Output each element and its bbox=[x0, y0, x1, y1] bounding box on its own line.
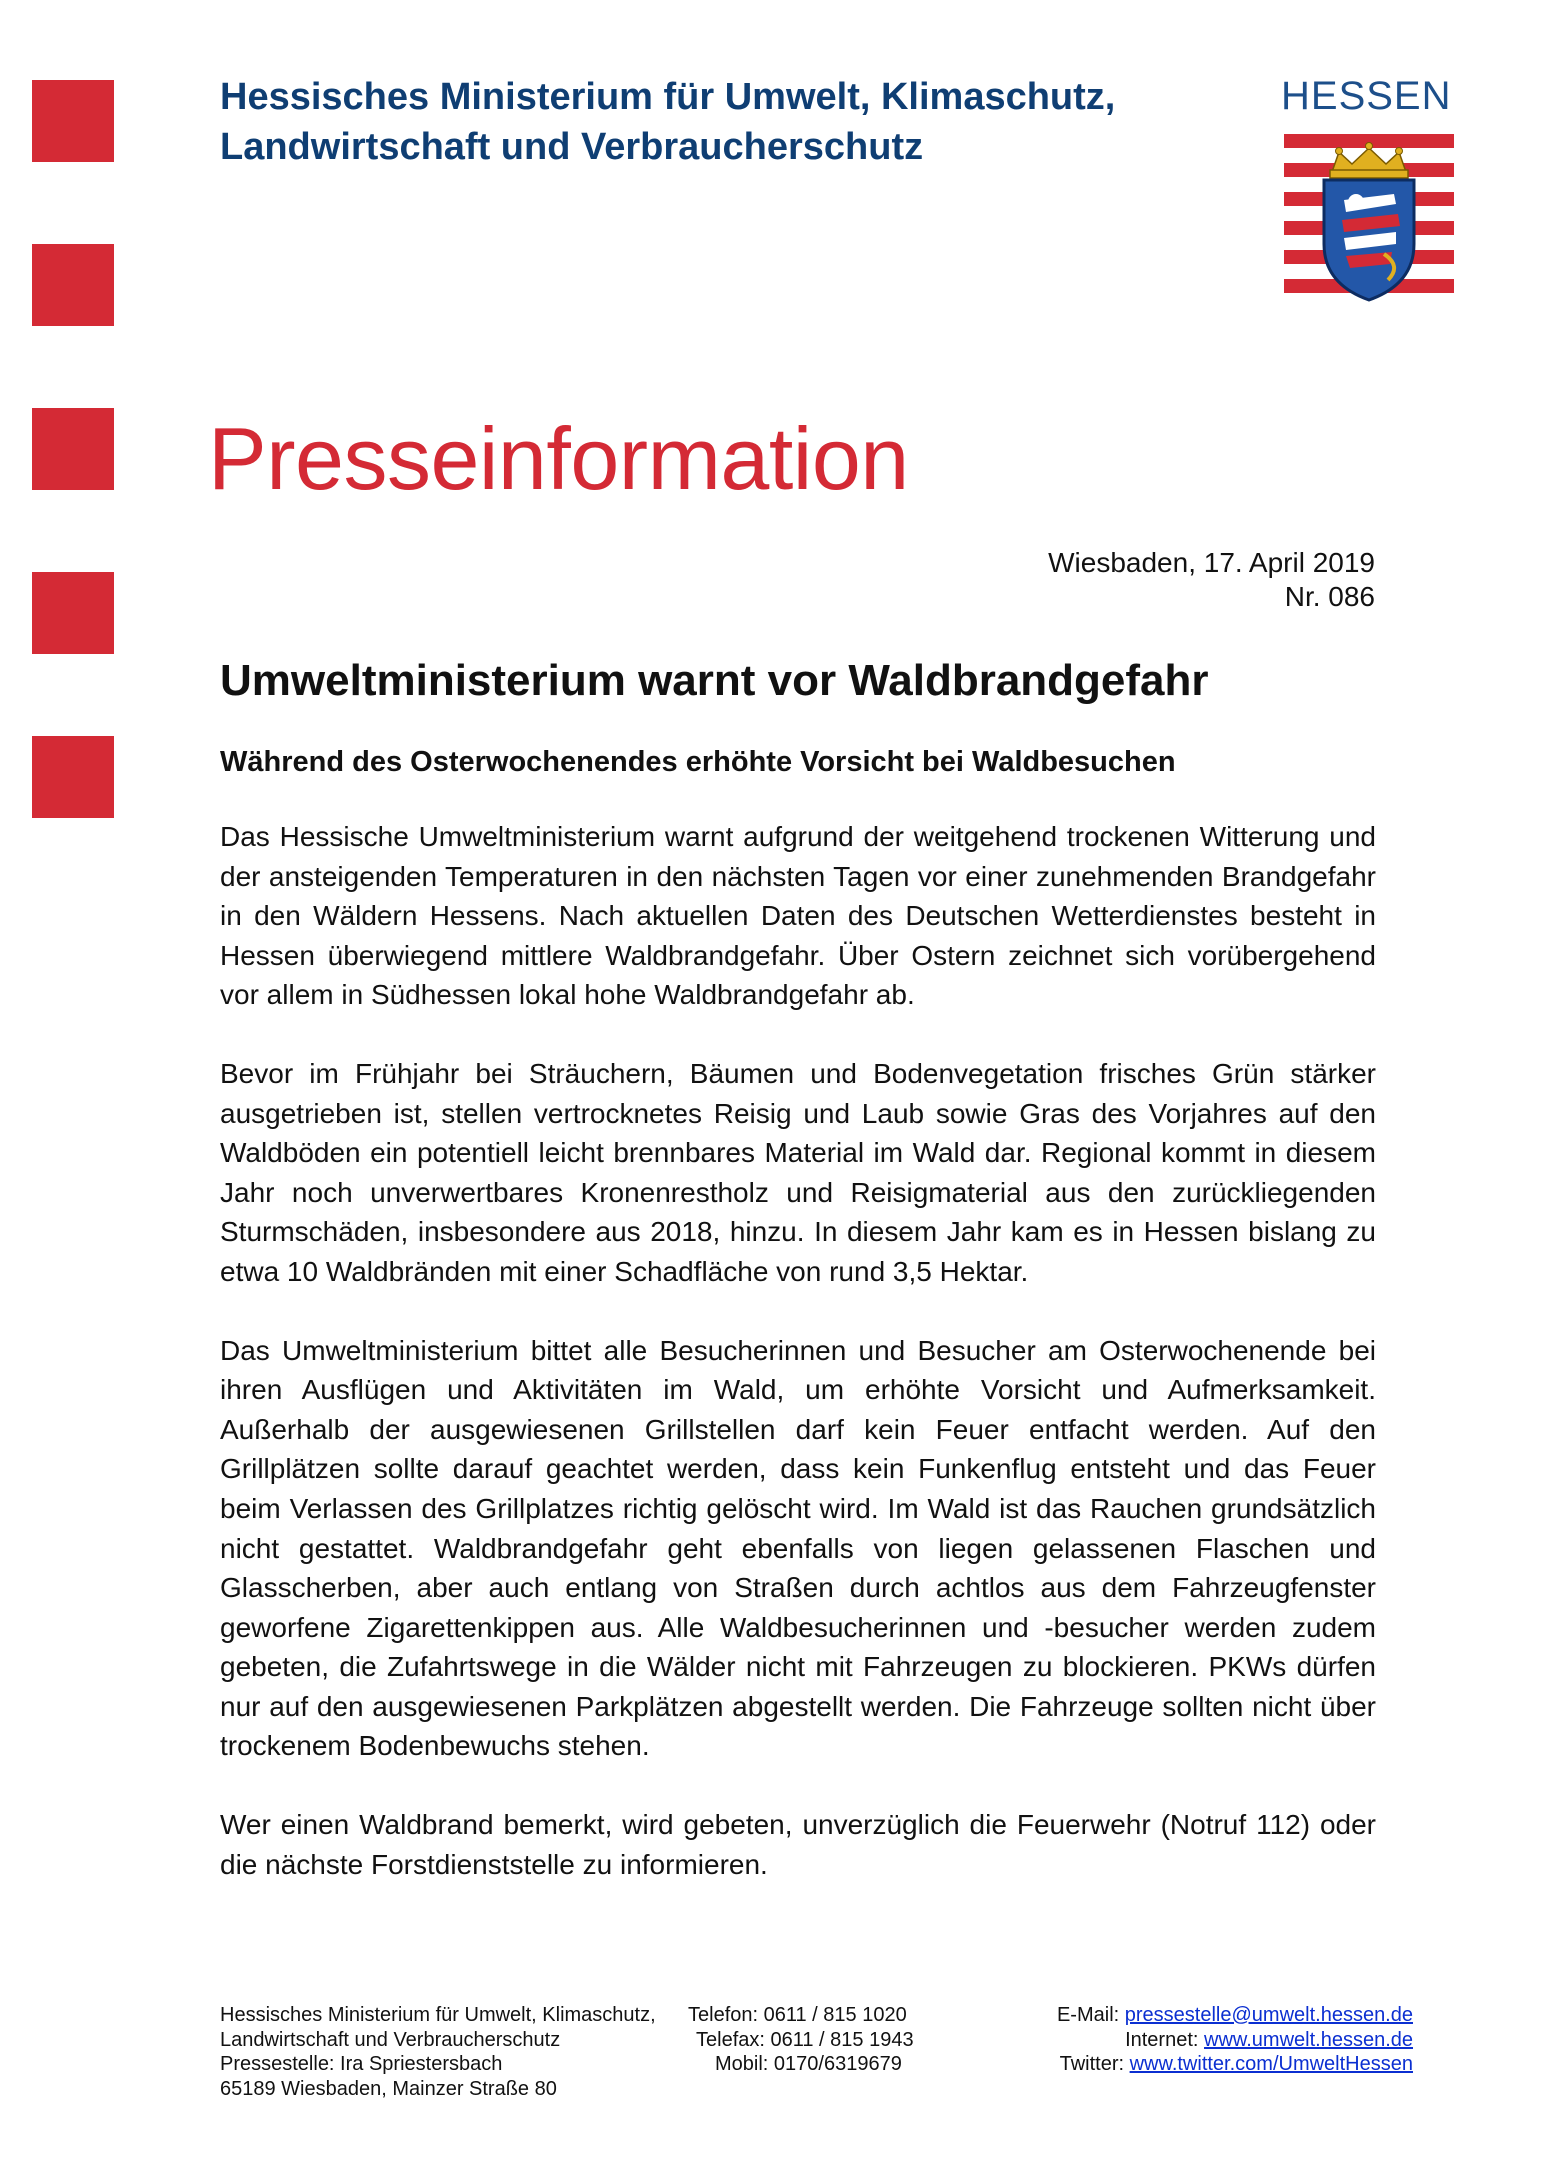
footer-address-line: Landwirtschaft und Verbraucherschutz bbox=[220, 2028, 561, 2051]
headline: Umweltministerium warnt vor Waldbrandgefahr bbox=[220, 656, 1209, 705]
decor-square bbox=[32, 244, 114, 326]
document-type-title: Presseinformation bbox=[208, 409, 909, 508]
decor-square bbox=[32, 736, 114, 818]
state-logo-text: HESSEN bbox=[1281, 74, 1452, 118]
subheadline: Während des Osterwochenendes erhöhte Vorsicht bei Waldbesuchen bbox=[220, 746, 1176, 778]
decor-square bbox=[32, 80, 114, 162]
footer-mobile: Mobil: 0170/6319679 bbox=[715, 2053, 902, 2075]
footer-address-line: 65189 Wiesbaden, Mainzer Straße 80 bbox=[220, 2077, 557, 2100]
footer-address bbox=[220, 2003, 656, 2101]
decor-square bbox=[32, 408, 114, 490]
footer-email-row bbox=[1057, 2003, 1413, 2028]
ministry-name-line2: Landwirtschaft und Verbraucherschutz bbox=[220, 126, 924, 168]
footer-contact bbox=[1057, 2003, 1413, 2077]
footer-internet-row bbox=[1057, 2028, 1413, 2053]
ministry-name-line1: Hessisches Ministerium für Umwelt, Klimaschutz, bbox=[220, 76, 1116, 118]
footer-phones bbox=[688, 2003, 914, 2077]
paragraph: Das Umweltministerium bittet alle Besucherinnen und Besucher am Osterwochenende bei ihren Ausflügen und Aktivitäten im Wald, um erhöhte Vorsicht und Aufmerksamkeit. Außerhalb der ausgewiesenen Grillstellen darf kein Feuer entfacht werden. Auf den Grillplätzen sollte darauf geachtet werden, dass kein Funkenflug entsteht und das Feuer beim Verlassen des Grillplatzes richtig gelöscht wird. Im Wald ist das Rauchen grundsätzlich nicht gestattet. Waldbrandgefahr geht ebenfalls von liegen gelassenen Flaschen und Glasscherben, aber auch entlang von Straßen durch achtlos aus dem Fahrzeugfenster geworfene Zigarettenkippen aus. Alle Waldbesucherinnen und -besucher werden zudem gebeten, die Zufahrtswege in die Wälder nicht mit Fahrzeugen zu blockieren. PKWs dürfen nur auf den ausgewiesenen Parkplätzen abgestellt werden. Die Fahrzeuge sollten nicht über trockenem Bodenbewuchs stehen. bbox=[220, 1334, 1376, 1762]
footer-address-line: Hessisches Ministerium für Umwelt, Klimaschutz, bbox=[220, 2004, 656, 2026]
footer-fax: Telefax: 0611 / 815 1943 bbox=[696, 2028, 914, 2051]
decor-square bbox=[32, 572, 114, 654]
footer-twitter-row bbox=[1057, 2052, 1413, 2077]
place-date: Wiesbaden, 17. April 2019 bbox=[1048, 547, 1375, 578]
article-body bbox=[220, 817, 1376, 1923]
press-meta bbox=[1048, 546, 1375, 614]
ministry-name bbox=[220, 72, 1280, 172]
shield-icon bbox=[1324, 180, 1414, 300]
email-label: E-Mail: bbox=[1056, 2004, 1120, 2026]
internet-link[interactable]: www.umwelt.hessen.de bbox=[1204, 2028, 1413, 2051]
paragraph: Wer einen Waldbrand bemerkt, wird gebeten, unverzüglich die Feuerwehr (Notruf 112) oder die nächste Forstdienststelle zu informieren. bbox=[220, 1809, 1376, 1880]
paragraph: Das Hessische Umweltministerium warnt aufgrund der weitgehend trockenen Witterung und der ansteigenden Temperaturen in den nächsten Tagen vor einer zunehmenden Brandgefahr in den Wäldern Hessens. Nach aktuellen Daten des Deutschen Wetterdienstes besteht in Hessen überwiegend mittlere Waldbrandgefahr. Über Ostern zeichnet sich vorübergehend vor allem in Südhessen lokal hohe Waldbrandgefahr ab. bbox=[220, 821, 1376, 1011]
twitter-label: Twitter: bbox=[1059, 2053, 1125, 2075]
press-number: Nr. 086 bbox=[1284, 581, 1375, 612]
footer-address-line: Pressestelle: Ira Spriestersbach bbox=[220, 2053, 503, 2075]
footer-phone: Telefon: 0611 / 815 1020 bbox=[688, 2004, 907, 2026]
email-link[interactable]: pressestelle@umwelt.hessen.de bbox=[1124, 2004, 1413, 2026]
twitter-link[interactable]: www.twitter.com/UmweltHessen bbox=[1129, 2053, 1413, 2075]
hessen-coat-of-arms-icon bbox=[1284, 134, 1454, 306]
paragraph: Bevor im Frühjahr bei Sträuchern, Bäumen und Bodenvegetation frisches Grün stärker ausgetrieben ist, stellen vertrocknetes Reisig und Laub sowie Gras des Vorjahres auf den Waldböden ein potentiell leicht brennbares Material im Wald dar. Regional kommt in diesem Jahr noch unverwertbares Kronenrestholz und Reisigmaterial aus den zurückliegenden Sturmschäden, insbesondere aus 2018, hinzu. In diesem Jahr kam es in Hessen bislang zu etwa 10 Waldbränden mit einer Schadfläche von rund 3,5 Hektar. bbox=[220, 1057, 1376, 1287]
internet-label: Internet: bbox=[1125, 2028, 1199, 2051]
